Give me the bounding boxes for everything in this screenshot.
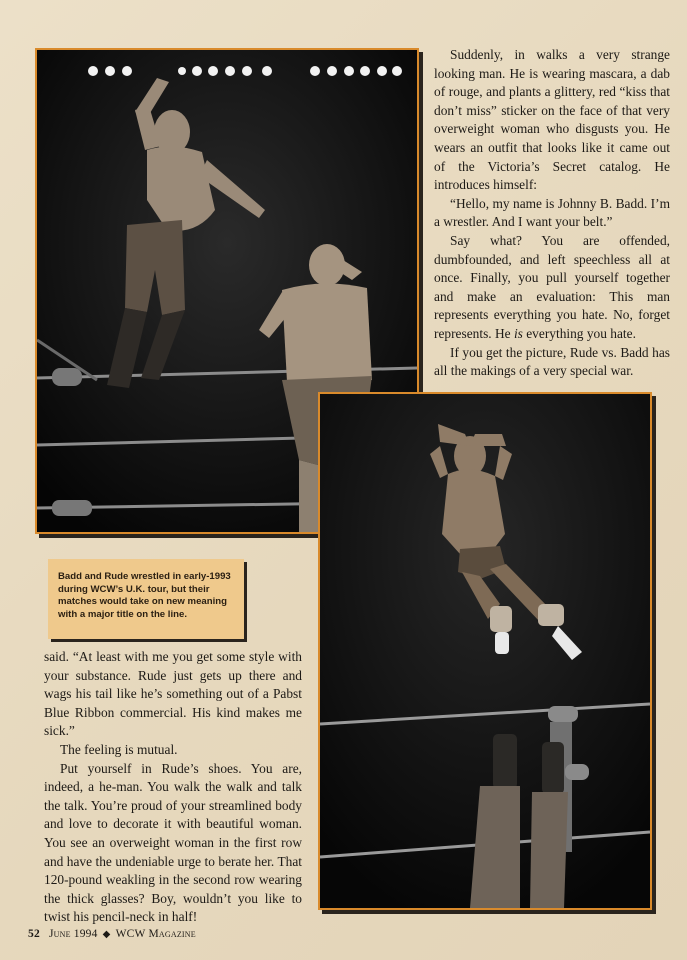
article-paragraph [434,232,670,344]
article-emphasis: is [513,325,523,341]
diamond-icon: ◆ [102,929,111,940]
article-paragraph: Put yourself in Rude’s shoes. You are, indeed, a he-man. You walk the walk and talk the talk. You’re proud of your streamlined body and love to decorate it with beautiful woman. You see an overweight woman in the first row and have the undeniable urge to berate her. That 120-pound weakling in the second row wearing the thick glasses? Boy, wouldn’t you like to twist his pencil-neck in half! [44,760,302,925]
article-text-run: Say what? You are offended, dumbfounded, and left speechless all at once. Finally, you pull yourself together and make an evaluation: This man represents everything you hate. No, forget represents. He [434,232,670,341]
article-paragraph: The feeling is mutual. [60,741,178,757]
article-left-column [44,648,302,927]
page-number: 52 [28,928,40,940]
article-paragraph: said. “At least with me you get some style with your substance. Rude just gets up there and wags his tail like he’s something out of a Pabst Blue Ribbon commercial. His kind makes me sick.” [44,649,302,739]
photo-wrestler-leap-bottom [318,392,652,910]
article-paragraph: “Hello, my name is Johnny B. Badd. I’m a wrestler. And I want your belt.” [434,195,670,230]
article-paragraph: Suddenly, in walks a very strange looking man. He is wearing mascara, a dab of rouge, and plants a glittery, red “kiss that don’t miss” sticker on the face of that very overweight woman who disgusts you. He wears an outfit that looks like it came out of the Victoria’s Secret catalog. He introduces himself: [434,47,670,193]
photo-caption [48,559,244,639]
page-footer [28,928,196,940]
issue-date: June 1994 [48,928,98,940]
photo-bottom-image [320,394,650,908]
caption-text: Badd and Rude wrestled in early-1993 during WCW’s U.K. tour, but their matches would take on new meaning with a major title on the line. [58,571,231,620]
article-text-run: everything you hate. [522,325,636,341]
article-paragraph: If you get the picture, Rude vs. Badd has all the makings of a very special war. [434,344,670,379]
magazine-name: WCW Magazine [115,928,196,940]
article-right-column [434,46,670,381]
